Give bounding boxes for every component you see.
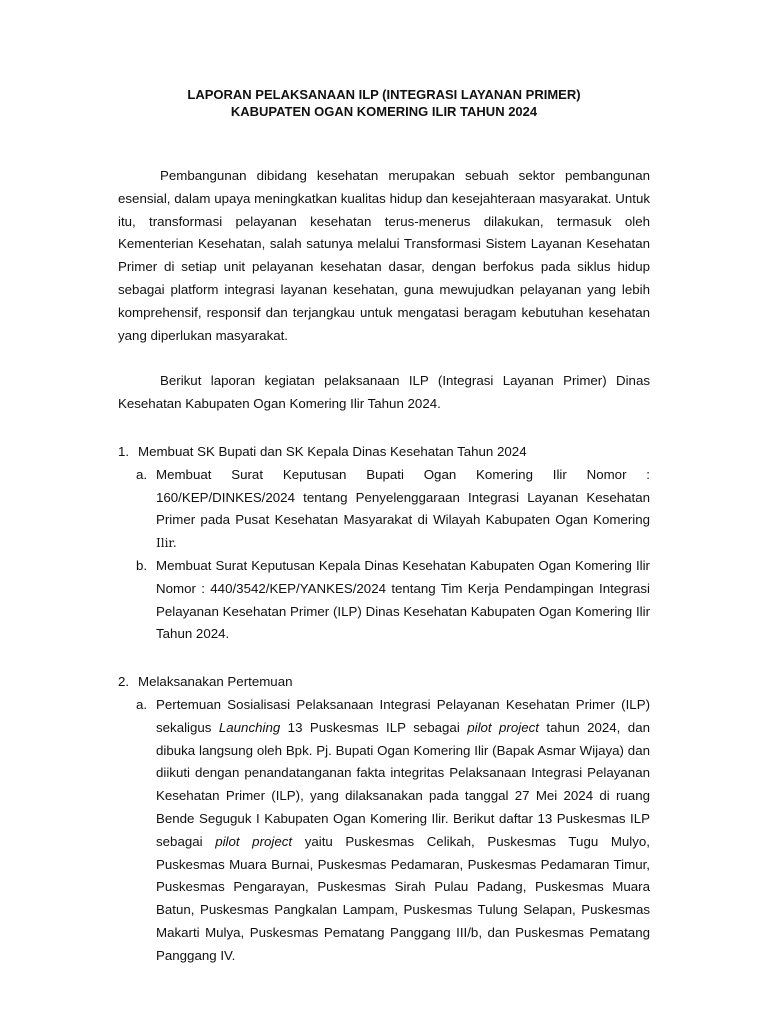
section-1-heading — [118, 441, 650, 464]
item-text-italic: pilot project — [467, 719, 539, 735]
item-letter: b. — [136, 557, 148, 573]
item-letter: a. — [136, 696, 148, 712]
title-line-1: LAPORAN PELAKSANAAN ILP (INTEGRASI LAYANAN PRIMER) — [187, 87, 581, 102]
document-title — [118, 86, 650, 120]
list-item — [136, 694, 650, 968]
lead-paragraph: Berikut laporan kegiatan pelaksanaan ILP (Integrasi Layanan Primer) Dinas Kesehatan Kabupaten Ogan Komering Ilir Tahun 2024. — [118, 373, 650, 412]
section-number: 2. — [118, 674, 130, 690]
item-letter: a. — [136, 466, 148, 482]
item-text-italic: pilot project — [215, 833, 293, 849]
item-text: Membuat Surat Keputusan Kepala Dinas Kesehatan Kabupaten Ogan Komering Ilir Nomor : 440/3542/KEP/YANKES/2024 tentang Tim Kerja Pendampingan Integrasi Pelayanan Kesehatan Primer (ILP) Dinas Kesehatan Kabupaten Ogan Komering Ilir Tahun 2024. — [156, 557, 650, 642]
section-heading: Melaksanakan Pertemuan — [138, 674, 293, 690]
item-text-part: 13 Puskesmas ILP sebagai — [280, 719, 468, 735]
item-text-part: tahun 2024, dan dibuka langsung oleh Bpk. Pj. Bupati Ogan Komering Ilir (Bapak Asmar Wijaya) dan diikuti dengan penandatanganan fakta integritas Pelaksanaan Integrasi Pelayanan Kesehatan Primer (ILP), yang dilaksanakan pada tanggal 27 Mei 2024 di ruang Bende Seguguk I Kabupaten Ogan Komering Ilir. Berikut daftar 13 Puskesmas ILP sebagai — [156, 719, 650, 849]
item-text-tail: Ilir. — [156, 536, 177, 551]
item-text-main: Membuat Surat Keputusan Bupati Ogan Komering Ilir Nomor : 160/KEP/DINKES/2024 tentang Penyelenggaraan Integrasi Layanan Kesehatan Primer pada Pusat Kesehatan Masyarakat di Wilayah Kabupaten Ogan Komering — [156, 466, 650, 528]
list-item — [136, 555, 650, 646]
title-line-2: KABUPATEN OGAN KOMERING ILIR TAHUN 2024 — [230, 104, 538, 119]
item-text-italic: Launching — [218, 719, 281, 735]
item-text — [156, 694, 650, 968]
section-heading: Membuat SK Bupati dan SK Kepala Dinas Kesehatan Tahun 2024 — [138, 443, 527, 459]
item-text-part: Pertemuan Sosialisasi Pelaksanaan Integrasi Pelayanan Kesehatan Primer (ILP) sekaligus — [156, 696, 650, 735]
item-text-part: yaitu Puskesmas Celikah, Puskesmas Tugu Mulyo, Puskesmas Muara Burnai, Puskesmas Pedamaran, Puskesmas Pedamaran Timur, Puskesmas Pengarayan, Puskesmas Sirah Pulau Padang, Puskesmas Muara Batun, Puskesmas Pangkalan Lampam, Puskesmas Tulung Selapan, Puskesmas Makarti Mulya, Puskesmas Pematang Panggang III/b, dan Puskesmas Pematang Panggang IV. — [156, 833, 650, 963]
intro-paragraph: Pembangunan dibidang kesehatan merupakan sebuah sektor pembangunan esensial, dalam upaya meningkatkan kualitas hidup dan kesejahteraan masyarakat. Untuk itu, transformasi pelayanan kesehatan terus-menerus dilakukan, termasuk oleh Kementerian Kesehatan, salah satunya melalui Transformasi Sistem Layanan Kesehatan Primer di setiap unit pelayanan kesehatan dasar, dengan berfokus pada siklus hidup sebagai platform integrasi layanan kesehatan, guna mewujudkan pelayanan yang lebih komprehensif, responsif dan terjangkau untuk mengatasi beragam kebutuhan kesehatan yang diperlukan masyarakat. — [118, 168, 650, 343]
section-2-heading — [118, 671, 650, 694]
list-item — [136, 464, 650, 555]
item-text — [156, 464, 650, 555]
section-number: 1. — [118, 443, 130, 459]
